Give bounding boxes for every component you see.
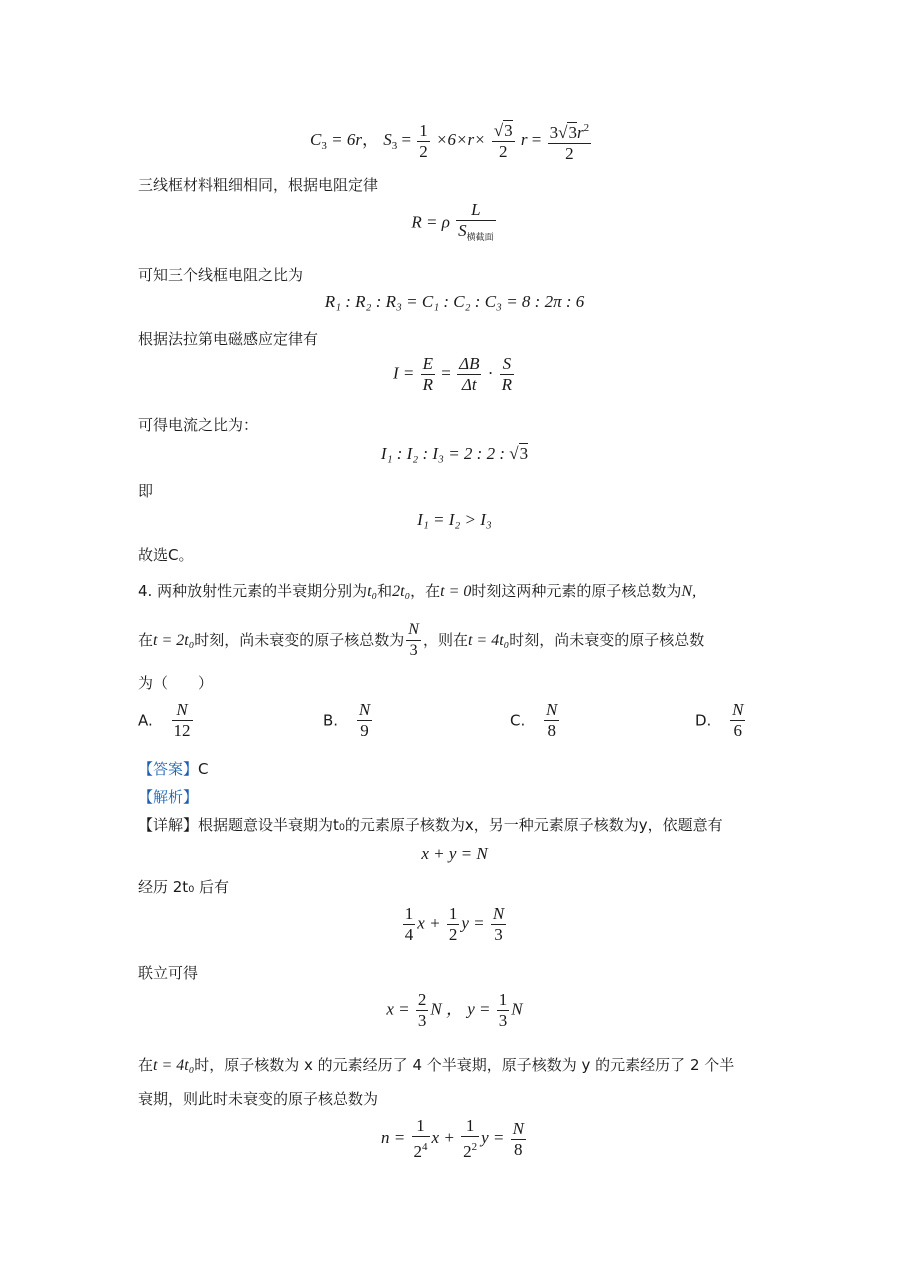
equation-after-2t0: $\frac{1}{4}$ x + $\frac{1}{2}$ y = $\frac{N}{3}$ [404, 904, 505, 944]
text-line-current-ratio: 可得电流之比为： [138, 416, 259, 434]
option-d[interactable]: D. $\frac{N}{6}$ [695, 700, 744, 740]
option-c[interactable]: C. $\frac{N}{8}$ [510, 700, 558, 740]
analysis-label: 【解析】 [138, 788, 199, 806]
text-line-faraday: 根据法拉第电磁感应定律有 [138, 330, 319, 348]
answer-line [138, 758, 209, 780]
detail-line-2: 经历 2t₀ 后有 [138, 878, 229, 896]
detail-line-3: 联立可得 [138, 964, 199, 982]
detail-line-5: 衰期，则此时未衰变的原子核总数为 [138, 1090, 379, 1108]
equation-solution: x = $\frac{2}{3}$ N ， y = $\frac{1}{3}$ N [386, 990, 523, 1030]
equation-resistance: R = ρ $\frac{L}{S_{横截面}}$ [411, 200, 494, 242]
text-line-choose-c: 故选C。 [138, 546, 194, 564]
answer-value: C [198, 760, 209, 778]
answer-label: 【答案】 [138, 760, 199, 778]
text-line-resistance-ratio: 可知三个线框电阻之比为 [138, 266, 304, 284]
text-line-ji: 即 [138, 482, 154, 500]
question-line-2: 在t = 2t₀时刻，尚未衰变的原子核总数为 $\frac{N}{3}$ ，则在t = 4t₀时刻，尚未衰变的原子核总数 [138, 621, 705, 659]
option-a[interactable]: A. $\frac{N}{12}$ [138, 700, 191, 740]
equation-final: n = $\frac{1}{2^4}$ x + $\frac{1}{2^2}$ y = $\frac{N}{8}$ [381, 1116, 524, 1161]
equation-c3-s3: $C_3 = 6r$， $S_3$ = $\frac{1}{2}$ ×6×r× $\frac{√3}{2}$ r = $\frac{3√3r^2}{2}$ [310, 118, 909, 164]
question-line-1: 4. 两种放射性元素的半衰期分别为t₀和2t₀，在t = 0时刻这两种元素的原子核总数为N, [138, 582, 697, 600]
equation-x-plus-y: x + y = N [421, 844, 488, 863]
question-line-3: 为（ ） [138, 674, 214, 692]
equation-resistance-ratio: R₁ : R₂ : R₃ = C₁ : C₂ : C₃ = 8 : 2π : 6 [324, 292, 585, 311]
equation-inequality: I₁ = I₂ > I₃ [417, 510, 492, 529]
detail-line-4: 在t = 4t₀时，原子核数为 x 的元素经历了 4 个半衰期，原子核数为 y 的元素经历了 2 个半 [138, 1056, 735, 1074]
detail-line-1: 【详解】根据题意设半衰期为t₀的元素原子核数为x，另一种元素原子核数为y，依题意有 [138, 816, 723, 834]
text-line-resistance-law: 三线框材料粗细相同，根据电阻定律 [138, 176, 379, 194]
option-b[interactable]: B. $\frac{N}{9}$ [323, 700, 371, 740]
equation-current-ratio: I₁ : I₂ : I₃ = 2 : 2 : √3 [380, 444, 529, 463]
equation-faraday: I = $\frac{E}{R}$ = $\frac{\Delta B}{\Delta t}$ · $\frac{S}{R}$ [392, 354, 513, 394]
